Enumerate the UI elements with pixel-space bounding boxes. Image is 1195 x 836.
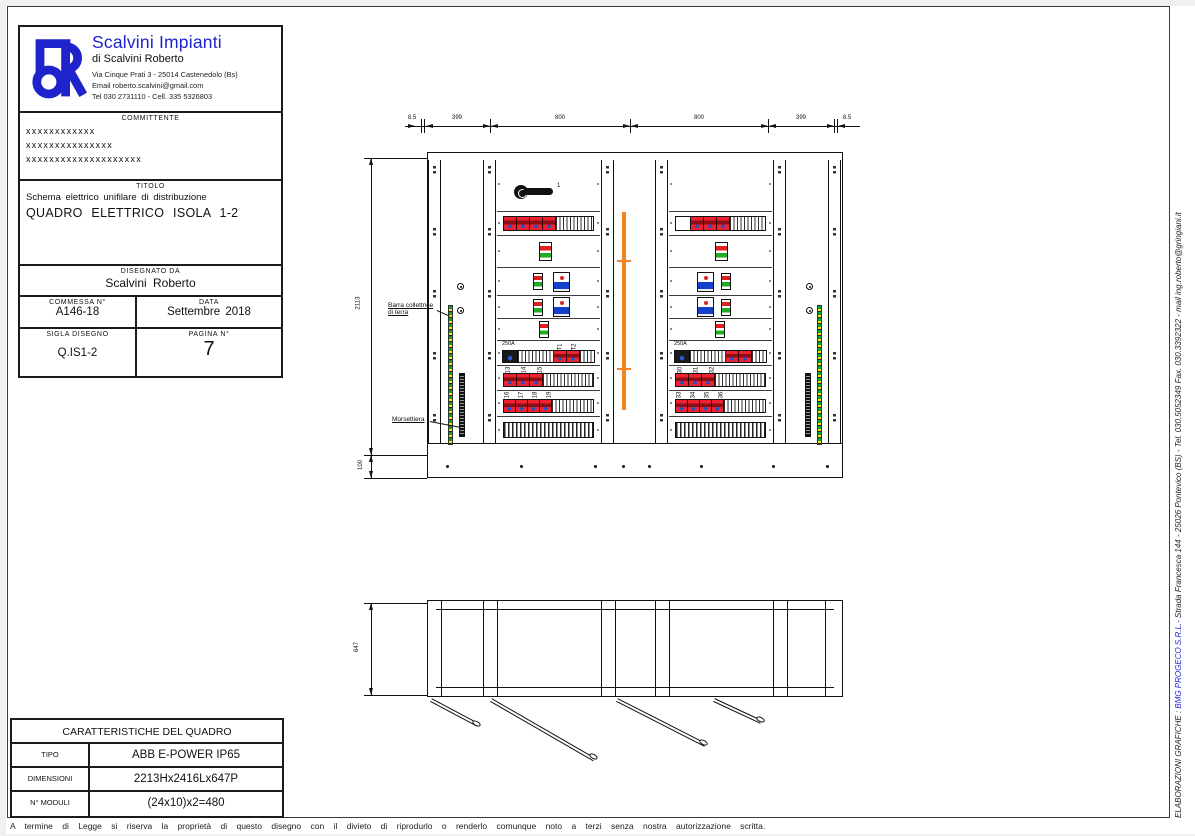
blank-segment: [676, 217, 691, 230]
main-switch-lever: [523, 188, 553, 195]
panel-blank-modules: [497, 417, 600, 443]
breaker-segment: [504, 400, 516, 412]
panel-device-pair: [497, 268, 600, 296]
dimension-arrow: [761, 124, 768, 128]
panel-meter-strip: [497, 212, 600, 236]
busbar-tap: [617, 260, 631, 262]
row-value: (24x10)x2=480: [147, 797, 225, 809]
switch-segment: [503, 351, 518, 362]
t-label: T1: [557, 343, 564, 351]
earth-bar-label: [388, 302, 433, 317]
pagina-label: PAGINA N°: [188, 331, 230, 338]
dimension-arrow: [483, 124, 490, 128]
dimension-tick: [364, 603, 427, 604]
breaker-segment: [704, 217, 717, 230]
plinth-screw: [700, 465, 703, 468]
device-number: 17: [518, 391, 525, 399]
breaker-device: [539, 242, 552, 261]
plan-rail-line: [773, 601, 774, 696]
breaker-segment: [676, 374, 689, 386]
device-number: 1: [557, 183, 561, 189]
row-label: TIPO: [12, 744, 90, 766]
dimension-arrow: [369, 448, 373, 455]
sigla-label: SIGLA DISEGNO: [46, 331, 109, 338]
breaker-segment: [504, 217, 517, 230]
terminal-block-label: Morsettiera: [392, 416, 425, 423]
amp-rating-label: 250A: [502, 341, 515, 347]
panel-breaker-row: [497, 366, 600, 391]
vent-knob: [457, 283, 464, 290]
breaker-strip: [675, 216, 766, 231]
row-value: 2213Hx2416Lx647P: [133, 773, 239, 785]
panel-device-pair: [497, 296, 600, 319]
breaker-segment: [676, 400, 688, 412]
equipment-column-right: [669, 160, 772, 443]
breaker-device: [539, 321, 549, 338]
panel-single-device: [669, 319, 772, 341]
t-label: T2: [571, 343, 578, 351]
blank-modules-segment: [715, 374, 765, 386]
graphics-credit-note: [1174, 4, 1193, 830]
plan-rail-line: [441, 601, 442, 696]
breaker-segment: [543, 217, 556, 230]
company-name: Scalvini Impianti: [92, 32, 222, 52]
breaker-device: [715, 321, 725, 338]
dimension-tick: [364, 478, 427, 479]
panel-meter-strip: [669, 212, 772, 236]
breaker-strip: [503, 216, 594, 231]
sigla-value: Q.IS1-2: [57, 347, 98, 359]
dim-label: 399: [451, 115, 463, 121]
blank-modules-segment: [518, 351, 554, 362]
dim-label-plinth: 100: [358, 459, 365, 471]
legal-disclaimer: A termine di Legge si riserva la proprietà di questo disegno con il divieto di riprodurlo o renderlo comunque noto a terzi senza nostra autorizzazione scritta.: [10, 821, 766, 831]
device-number: 34: [690, 391, 697, 399]
breaker-segment: [739, 351, 752, 362]
table-row: [12, 768, 282, 792]
dimension-tick: [364, 455, 427, 456]
device-number: 15: [537, 366, 544, 374]
sigla-cell: [20, 329, 137, 376]
frame-rail: [828, 160, 841, 443]
breaker-segment: [517, 374, 530, 386]
breaker-segment: [712, 400, 724, 412]
panel-single-device: [669, 236, 772, 268]
sigla-pagina-row: [20, 329, 281, 376]
characteristics-title: CARATTERISTICHE DEL QUADRO: [12, 720, 282, 744]
device-number: 32: [709, 366, 716, 374]
pagina-cell: [137, 329, 281, 376]
panel-blank: [669, 160, 772, 212]
breaker-segment: [554, 351, 567, 362]
breaker-strip: [675, 373, 766, 387]
table-row: [12, 792, 282, 816]
dimension-arrow: [369, 603, 373, 610]
dim-label-height: 2113: [355, 296, 362, 310]
committente-line: xxxxxxxxxxxxxxxxxxxx: [26, 154, 142, 164]
amp-rating-label: 250A: [674, 341, 687, 347]
breaker-segment: [717, 217, 730, 230]
frame-rail: [483, 160, 496, 443]
dim-label: 8.5: [407, 115, 417, 121]
table-row: [12, 744, 282, 768]
frame-rail: [655, 160, 668, 443]
device-number: 14: [521, 366, 528, 374]
drawing-subtitle: Schema elettrico unifilare di distribuzione: [26, 192, 207, 203]
commessa-label: COMMESSA N°: [49, 299, 106, 306]
blank-modules-segment: [724, 400, 765, 412]
breaker-device: [721, 299, 731, 316]
disegnato-section: [20, 266, 281, 297]
switch-strip: [502, 350, 595, 363]
committente-line: xxxxxxxxxxxx: [26, 126, 96, 136]
blank-modules-segment: [580, 351, 594, 362]
blank-modules-segment: [730, 217, 765, 230]
device-number: 36: [718, 391, 725, 399]
breaker-segment: [567, 351, 580, 362]
breaker-device: [533, 273, 543, 290]
dimension-arrow: [838, 124, 845, 128]
plan-view-inner: [436, 609, 834, 688]
dimension-tick: [834, 119, 835, 133]
dimension-arrow: [491, 124, 498, 128]
dimension-arrow: [769, 124, 776, 128]
breaker-strip: [675, 399, 766, 413]
titolo-label: TITOLO: [136, 183, 165, 190]
cabinet-plinth: [427, 455, 843, 478]
breaker-segment: [688, 400, 700, 412]
breaker-strip: [503, 373, 594, 387]
dimension-arrow: [408, 124, 415, 128]
dimension-line: [371, 158, 372, 455]
device-number: 33: [676, 391, 683, 399]
plan-rail-line: [655, 601, 656, 696]
plan-rail-line: [497, 601, 498, 696]
data-cell: [137, 297, 281, 327]
company-address: Via Cinque Prati 3 - 25014 Castenedolo (Bs): [92, 70, 238, 79]
dim-label: 399: [795, 115, 807, 121]
plinth-screw: [520, 465, 523, 468]
committente-label: COMMITTENTE: [121, 115, 180, 122]
credit-pre: ELABORAZIONI GRAFICHE :: [1174, 708, 1183, 818]
vent-knob: [806, 307, 813, 314]
blank-modules-segment: [556, 217, 593, 230]
dimension-tick: [421, 119, 422, 133]
switch-strip: [674, 350, 767, 363]
equipment-column-left: [497, 160, 600, 443]
row-value: ABB E-POWER IP65: [131, 749, 240, 761]
dim-label: 8.5: [842, 115, 852, 121]
dimension-tick: [364, 695, 427, 696]
commessa-value: A146-18: [55, 306, 100, 318]
company-email: Email roberto.scalvini@gmail.com: [92, 81, 204, 90]
plinth-screw: [622, 465, 625, 468]
frame-rail: [601, 160, 614, 443]
device-number: 30: [677, 366, 684, 374]
margin-strip: [0, 0, 6, 836]
company-subtitle: di Scalvini Roberto: [92, 53, 184, 65]
dimension-line: [371, 603, 372, 695]
plan-rail-line: [615, 601, 616, 696]
dimension-arrow: [369, 455, 373, 462]
commessa-data-row: [20, 297, 281, 329]
blank-modules-segment: [552, 400, 593, 412]
breaker-segment: [702, 374, 715, 386]
busbar-tap: [617, 368, 631, 370]
breaker-segment: [517, 217, 530, 230]
breaker-device: [533, 299, 543, 316]
plinth-screw: [446, 465, 449, 468]
titolo-section: [20, 181, 281, 266]
breaker-segment: [540, 400, 552, 412]
panel-250A: [669, 341, 772, 366]
dimension-arrow: [827, 124, 834, 128]
plinth-screw: [772, 465, 775, 468]
blank-module-covers: [675, 422, 766, 438]
dimension-arrow: [369, 688, 373, 695]
title-block: [18, 25, 283, 378]
rcd-device: [553, 272, 570, 292]
vent-knob: [806, 283, 813, 290]
plan-rail-line: [483, 601, 484, 696]
device-number: 19: [546, 391, 553, 399]
orange-busbar: [622, 212, 626, 410]
breaker-device: [715, 242, 728, 261]
panel-breaker-row: [669, 391, 772, 417]
credit-post: Strada Francesca 144 - 25026 Pontevico (BS) - Tel. 030.5052349 Fax. 030.3392322 - mail ing.roberto@gringiani.it: [1174, 212, 1183, 621]
panel-blank-modules: [669, 417, 772, 443]
dim-label: 800: [554, 115, 566, 121]
dimension-arrow: [369, 471, 373, 478]
characteristics-table: [10, 718, 284, 818]
earth-bar: [817, 305, 822, 445]
data-value: Settembre 2018: [167, 306, 251, 318]
panel-breaker-row: [669, 366, 772, 391]
breaker-segment: [528, 400, 540, 412]
plinth-screw: [594, 465, 597, 468]
commessa-cell: [20, 297, 137, 327]
disegnato-label: DISEGNATO DA: [120, 268, 181, 275]
breaker-segment: [691, 217, 704, 230]
rcd-device: [697, 297, 714, 317]
device-number: 35: [704, 391, 711, 399]
breaker-segment: [689, 374, 702, 386]
switch-segment: [675, 351, 690, 362]
dimension-arrow: [426, 124, 433, 128]
dimension-tick: [364, 158, 427, 159]
data-label: DATA: [198, 299, 220, 306]
device-number: 16: [504, 391, 511, 399]
panel-breaker-row: [497, 391, 600, 417]
committente-line: xxxxxxxxxxxxxxx: [26, 140, 113, 150]
company-phone: Tel 030 2731110 - Cell. 335 5326803: [92, 92, 213, 101]
plan-rail-line: [601, 601, 602, 696]
blank-modules-segment: [543, 374, 593, 386]
breaker-strip: [503, 399, 594, 413]
vent-knob: [457, 307, 464, 314]
disegnato-value: Scalvini Roberto: [105, 276, 196, 290]
rcd-device: [697, 272, 714, 292]
panel-single-device: [497, 236, 600, 268]
breaker-segment: [530, 217, 543, 230]
drawing-title: QUADRO ELETTRICO ISOLA 1-2: [26, 206, 239, 220]
row-label: N° MODULI: [12, 792, 90, 816]
terminal-block: [805, 373, 811, 437]
breaker-segment: [700, 400, 712, 412]
breaker-segment: [530, 374, 543, 386]
plinth-screw: [826, 465, 829, 468]
rcd-device: [553, 297, 570, 317]
plan-rail-line: [669, 601, 670, 696]
blank-modules-segment: [752, 351, 766, 362]
dim-label: 800: [693, 115, 705, 121]
pagina-value: 7: [203, 338, 215, 360]
committente-section: [20, 113, 281, 181]
blank-modules-segment: [690, 351, 726, 362]
frame-rail: [773, 160, 786, 443]
plinth-screw: [648, 465, 651, 468]
earth-bar-label-line1: Barra collettrice: [388, 302, 434, 309]
dim-label-depth: 647: [354, 641, 361, 653]
dimension-arrow: [369, 158, 373, 165]
breaker-segment: [504, 374, 517, 386]
breaker-segment: [726, 351, 739, 362]
panel-device-pair: [669, 268, 772, 296]
company-logo: [24, 33, 88, 107]
device-number: 31: [693, 366, 700, 374]
row-label: DIMENSIONI: [12, 768, 90, 790]
device-number: 18: [532, 391, 539, 399]
panel-single-device: [497, 319, 600, 341]
earth-bar-label-line2: di terra: [388, 309, 409, 317]
panel-250A: [497, 341, 600, 366]
dimension-arrow: [631, 124, 638, 128]
panel-main-switch: [497, 160, 600, 212]
dimension-tick: [424, 119, 425, 133]
panel-device-pair: [669, 296, 772, 319]
device-number: 13: [505, 366, 512, 374]
breaker-segment: [516, 400, 528, 412]
breaker-device: [721, 273, 731, 290]
bmg-progeco-link[interactable]: BMG PROGECO S.R.L.-: [1174, 620, 1183, 709]
plan-rail-line: [787, 601, 788, 696]
company-header: [20, 27, 281, 113]
dimension-arrow: [623, 124, 630, 128]
blank-module-covers: [503, 422, 594, 438]
plan-rail-line: [825, 601, 826, 696]
